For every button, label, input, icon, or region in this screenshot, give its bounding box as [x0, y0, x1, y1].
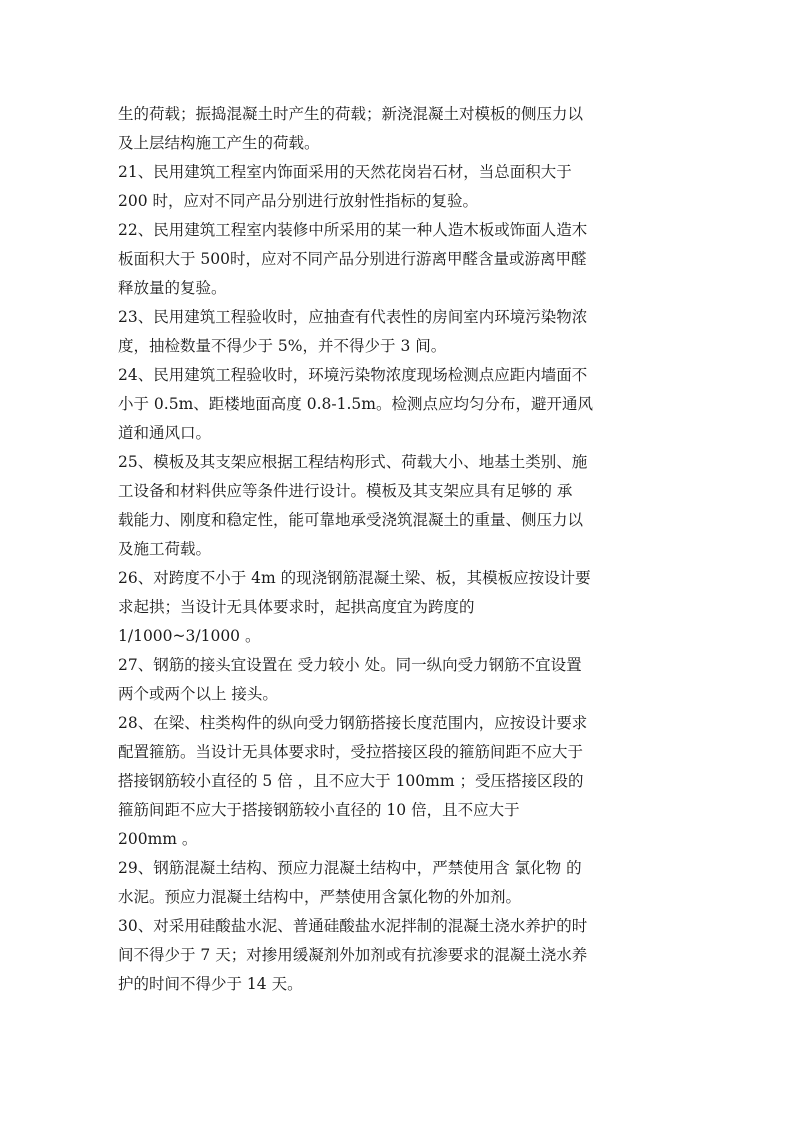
text-line: 小于 0.5m、距楼地面高度 0.8-1.5m。检测点应均匀分布，避开通风: [118, 395, 593, 413]
text-line: 工设备和材料供应等条件进行设计。模板及其支架应具有足够的 承: [118, 482, 573, 500]
text-line: 21、民用建筑工程室内饰面采用的天然花岗岩石材，当总面积大于: [118, 163, 572, 181]
text-line: 水泥。预应力混凝土结构中，严禁使用含氯化物的外加剂。: [118, 888, 522, 906]
text-line: 搭接钢筋较小直径的 5 倍 ，且不应大于 100mm ；受压搭接区段的: [118, 772, 584, 790]
text-line: 24、民用建筑工程验收时，环境污染物浓度现场检测点应距内墙面不: [118, 366, 588, 384]
text-line: 两个或两个以上 接头。: [118, 685, 278, 703]
text-line: 30、对采用硅酸盐水泥、普通硅酸盐水泥拌制的混凝土浇水养护的时: [118, 917, 588, 935]
text-line: 度，抽检数量不得少于 5%，并不得少于 3 间。: [118, 337, 447, 355]
text-line: 28、在梁、柱类构件的纵向受力钢筋搭接长度范围内，应按设计要求: [118, 714, 588, 732]
text-line: 配置箍筋。当设计无具体要求时，受拉搭接区段的箍筋间距不应大于: [118, 743, 584, 761]
text-line: 22、民用建筑工程室内装修中所采用的某一种人造木板或饰面人造木: [118, 221, 588, 239]
text-line: 箍筋间距不应大于搭接钢筋较小直径的 10 倍，且不应大于: [118, 801, 520, 819]
text-line: 护的时间不得少于 14 天。: [118, 975, 303, 993]
text-line: 及施工荷载。: [118, 540, 212, 558]
text-line: 释放量的复验。: [118, 279, 227, 297]
text-line: 23、民用建筑工程验收时，应抽查有代表性的房间室内环境污染物浓: [118, 308, 588, 326]
text-line: 求起拱；当设计无具体要求时，起拱高度宜为跨度的: [118, 598, 475, 616]
text-line: 生的荷载；振捣混凝土时产生的荷载；新浇混凝土对模板的侧压力以: [118, 105, 584, 123]
text-line: 200mm 。: [118, 830, 198, 848]
text-line: 29、钢筋混凝土结构、预应力混凝土结构中，严禁使用含 氯化物 的: [118, 859, 582, 877]
text-line: 板面积大于 500时，应对不同产品分别进行游离甲醛含量或游离甲醛: [118, 250, 587, 268]
document-body: [118, 100, 688, 999]
text-line: 25、模板及其支架应根据工程结构形式、荷载大小、地基土类别、施: [118, 453, 588, 471]
text-line: 27、钢筋的接头宜设置在 受力较小 处。同一纵向受力钢筋不宜设置: [118, 656, 582, 674]
text-line: 间不得少于 7 天；对掺用缓凝剂外加剂或有抗渗要求的混凝土浇水养: [118, 946, 588, 964]
text-line: 1/1000~3/1000 。: [118, 627, 261, 645]
text-line: 道和通风口。: [118, 424, 212, 442]
text-line: 及上层结构施工产生的荷载。: [118, 134, 320, 152]
text-line: 200 时，应对不同产品分别进行放射性指标的复验。: [118, 192, 479, 210]
text-line: 26、对跨度不小于 4m 的现浇钢筋混凝土梁、板，其模板应按设计要: [118, 569, 591, 587]
text-line: 载能力、刚度和稳定性，能可靠地承受浇筑混凝土的重量、侧压力以: [118, 511, 584, 529]
